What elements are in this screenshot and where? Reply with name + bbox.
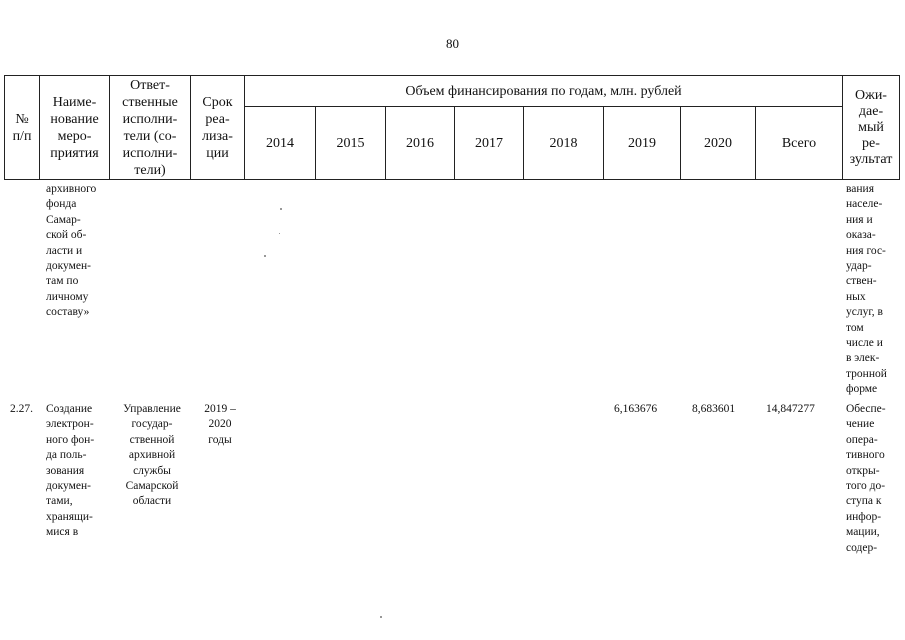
row2-number: 2.27. xyxy=(10,403,33,415)
row1-result-line: вания xyxy=(846,183,874,195)
header-term-line: Срок xyxy=(202,94,233,110)
header-term-line: лиза- xyxy=(202,128,233,144)
header-number-line: п/п xyxy=(12,128,32,144)
row2-result xyxy=(846,402,902,556)
row1-result-line: том xyxy=(846,321,864,334)
row1-name-line: ской об- xyxy=(46,229,87,242)
row2-responsible-line: архивной xyxy=(128,449,176,462)
row2-result-line: ступа к xyxy=(846,495,882,508)
scan-speck xyxy=(280,208,282,210)
header-responsible xyxy=(110,76,190,179)
row1-name-line: ласти и xyxy=(46,244,83,257)
row1-name-line: докумен- xyxy=(46,260,91,273)
header-responsible-line: ственные xyxy=(122,94,178,110)
header-name xyxy=(40,76,109,179)
row1-result-line: числе и xyxy=(846,337,883,350)
header-funding-title: Объем финансирования по годам, млн. рублей xyxy=(405,83,682,99)
header-year-2016: 2016 xyxy=(406,135,434,151)
row2-result-line: содер- xyxy=(846,541,878,554)
row2-responsible-line: ственной xyxy=(129,433,175,446)
row2-name-line: да поль- xyxy=(46,449,87,462)
row2-name-line: хранящи- xyxy=(46,510,93,523)
scan-speck xyxy=(279,233,280,234)
header-bottom-border xyxy=(4,179,900,180)
row1-result-line: ния гос- xyxy=(846,244,886,257)
row2-name-line: тами, xyxy=(46,495,73,508)
row2-name-line: мися в xyxy=(46,526,79,539)
row2-responsible-line: государ- xyxy=(131,418,173,431)
row1-name-line: фонда xyxy=(46,198,77,211)
header-result-line: зультат xyxy=(849,151,893,167)
row2-name-line: электрон- xyxy=(46,418,94,431)
row1-result xyxy=(846,182,902,398)
row2-result-line: инфор- xyxy=(846,510,882,523)
page-number: 80 xyxy=(446,36,459,51)
table-header xyxy=(4,75,900,180)
row1-result-line: оказа- xyxy=(846,229,876,242)
header-number xyxy=(5,76,39,179)
header-number-line: № xyxy=(15,111,29,127)
row2-result-line: того до- xyxy=(846,480,886,493)
row2-name-line: зования xyxy=(46,464,85,477)
row2-result-line: мации, xyxy=(846,526,880,539)
row1-result-line: в элек- xyxy=(846,352,880,365)
header-term-line: ции xyxy=(206,145,229,161)
header-year-2017: 2017 xyxy=(475,135,503,151)
row2-responsible xyxy=(112,402,192,510)
row2-term-line: 2019 – xyxy=(204,403,236,415)
row1-result-line: тронной xyxy=(846,367,887,380)
header-name-line: меро- xyxy=(57,128,92,144)
header-year-2019: 2019 xyxy=(628,135,656,151)
header-responsible-line: исполни- xyxy=(122,145,178,161)
header-term-line: реа- xyxy=(205,111,230,127)
row1-name-line: Самар- xyxy=(46,213,81,226)
row2-name-line: докумен- xyxy=(46,480,91,493)
header-responsible-line: исполни- xyxy=(122,111,178,127)
header-name-line: нование xyxy=(50,111,99,127)
row2-name-line: Создание xyxy=(46,403,93,415)
row1-name xyxy=(46,182,106,321)
header-responsible-line: Ответ- xyxy=(130,77,170,93)
col-border xyxy=(899,75,900,180)
row2-responsible-line: Управление xyxy=(123,403,181,415)
row2-value-2019: 6,163676 xyxy=(614,403,658,415)
row1-result-line: ных xyxy=(846,290,866,303)
row1-name-line: архивного xyxy=(46,183,97,195)
row2-result-line: тивного xyxy=(846,449,885,462)
header-responsible-line: тели) xyxy=(134,162,166,178)
row2-term-line: годы xyxy=(208,433,232,446)
row1-name-line: личному xyxy=(46,290,89,303)
row2-term-line: 2020 xyxy=(208,418,232,431)
row1-result-line: удар- xyxy=(846,260,872,273)
header-result-line: Ожи- xyxy=(855,87,887,103)
row1-result-line: услуг, в xyxy=(846,306,883,319)
row2-result-line: Обеспе- xyxy=(846,403,886,415)
row2-term xyxy=(192,402,248,448)
header-term xyxy=(191,76,244,179)
header-year-2020: 2020 xyxy=(704,135,732,151)
row2-result-line: чение xyxy=(846,418,875,431)
scan-speck xyxy=(380,616,382,618)
row1-result-line: ствен- xyxy=(846,275,877,288)
row2-result-line: опера- xyxy=(846,433,878,446)
row2-responsible-line: области xyxy=(132,495,172,508)
header-total: Всего xyxy=(781,135,817,151)
header-result-line: дае- xyxy=(858,103,884,119)
header-year-2015: 2015 xyxy=(336,135,365,151)
row1-result-line: ния и xyxy=(846,213,873,226)
row2-name-line: ного фон- xyxy=(46,433,95,446)
row1-result-line: форме xyxy=(846,383,878,396)
row2-value-2020: 8,683601 xyxy=(692,403,736,415)
row2-name xyxy=(46,402,108,541)
row2-result-line: откры- xyxy=(846,464,880,477)
row1-name-line: составу» xyxy=(46,306,90,319)
row1-name-line: там по xyxy=(46,275,79,288)
row1-result-line: населе- xyxy=(846,198,883,211)
header-result-line: мый xyxy=(858,119,884,135)
header-result xyxy=(843,76,899,179)
header-result-line: ре- xyxy=(862,135,880,151)
header-name-line: Наиме- xyxy=(52,94,97,110)
header-year-2018: 2018 xyxy=(549,135,578,151)
header-responsible-line: тели (со- xyxy=(123,128,177,144)
header-name-line: приятия xyxy=(50,145,99,161)
row2-responsible-line: службы xyxy=(133,464,171,477)
row2-value-total: 14,847277 xyxy=(766,403,815,415)
scan-speck xyxy=(264,255,266,257)
row2-responsible-line: Самарской xyxy=(125,480,179,493)
header-year-2014: 2014 xyxy=(266,135,294,151)
